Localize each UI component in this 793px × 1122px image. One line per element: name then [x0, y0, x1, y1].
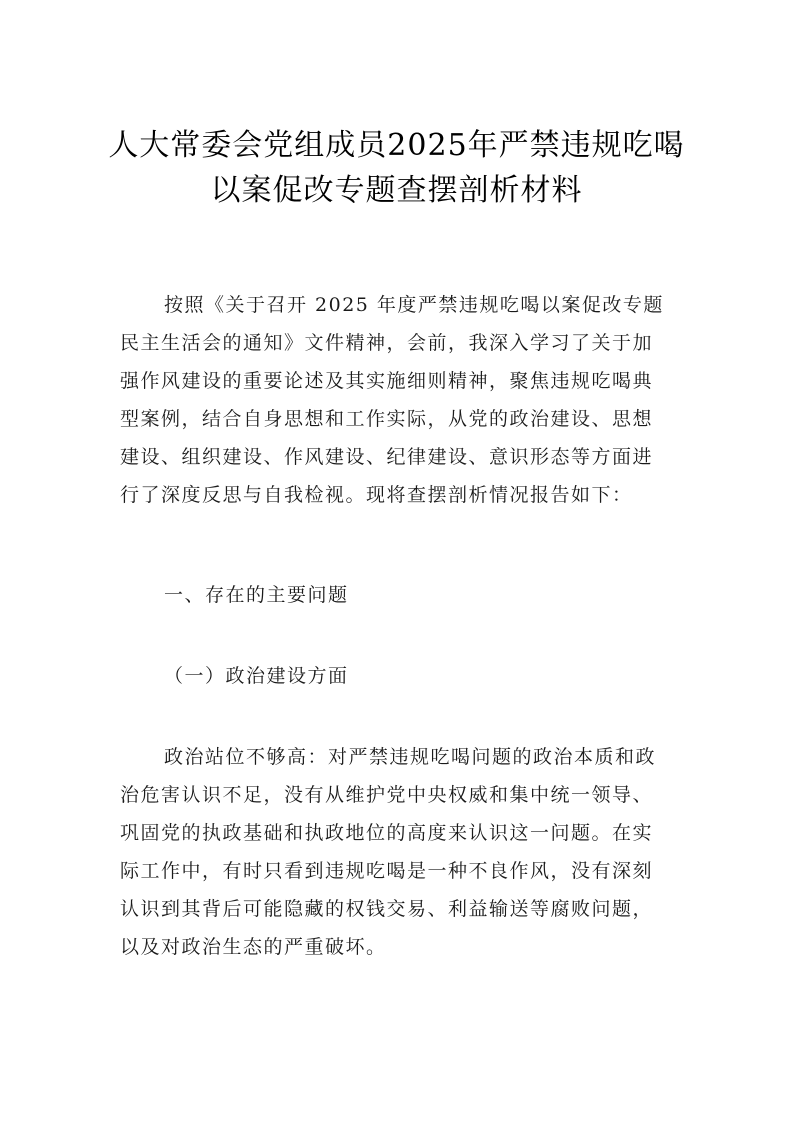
- intro-line: 型案例，结合自身思想和工作实际，从党的政治建设、思想: [120, 408, 654, 430]
- body-line: 际工作中，有时只看到违规吃喝是一种不良作风，没有深刻: [120, 860, 654, 882]
- subsection-heading: （一）政治建设方面: [164, 665, 349, 687]
- intro-line: 强作风建设的重要论述及其实施细则精神，聚焦违规吃喝典: [120, 370, 654, 392]
- intro-line: 民主生活会的通知》文件精神，会前，我深入学习了关于加: [120, 332, 654, 354]
- body-line: 巩固党的执政基础和执政地位的高度来认识这一问题。在实: [120, 822, 654, 844]
- body-line: 治危害认识不足，没有从维护党中央权威和集中统一领导、: [120, 784, 654, 806]
- subsection-heading-block: [120, 657, 676, 695]
- document-title-line-2: 以案促改专题查摆剖析材料: [210, 173, 583, 208]
- intro-paragraph: [120, 286, 676, 514]
- body-line: 以及对政治生态的严重破坏。: [120, 936, 387, 958]
- section-heading: 一、存在的主要问题: [164, 584, 349, 606]
- intro-line: 行了深度反思与自我检视。现将查摆剖析情况报告如下：: [120, 484, 633, 506]
- intro-line: 建设、组织建设、作风建设、纪律建设、意识形态等方面进: [120, 446, 654, 468]
- document-title-line-1: 人大常委会党组成员2025年严禁违规吃喝: [108, 128, 685, 163]
- body-line: 认识到其背后可能隐藏的权钱交易、利益输送等腐败问题，: [120, 898, 654, 920]
- body-paragraph: [120, 738, 676, 966]
- body-line: 政治站位不够高：对严禁违规吃喝问题的政治本质和政: [164, 746, 657, 768]
- intro-line: 按照《关于召开 2025 年度严禁违规吃喝以案促改专题: [164, 294, 664, 316]
- section-heading-block: [120, 576, 676, 614]
